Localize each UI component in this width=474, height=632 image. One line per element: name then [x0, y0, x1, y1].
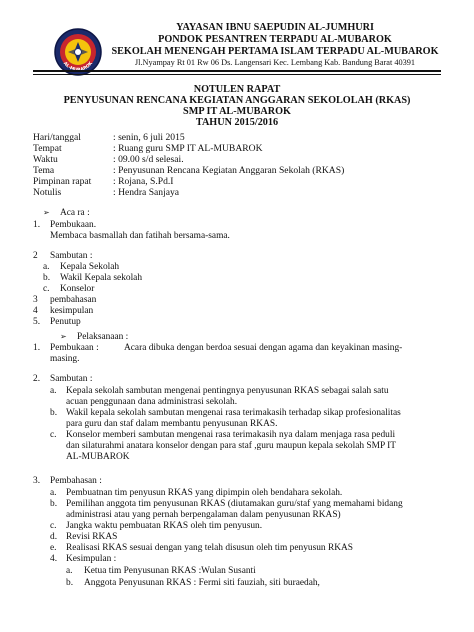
paragraph-line: Pembuatnan tim penyusun RKAS yang dipimpin oleh bendahara sekolah.	[66, 488, 343, 498]
list-number: d.	[50, 532, 58, 542]
list-item: Pembukaan.	[50, 220, 97, 230]
info-label: Notulis	[33, 187, 62, 198]
list-number: b.	[50, 499, 58, 509]
paragraph-line: Anggota Penyusunan RKAS : Fermi siti fauziah, siti buraedah,	[84, 578, 320, 588]
list-number: 2	[33, 251, 38, 261]
list-number: a.	[66, 566, 73, 576]
section-label: Sambutan :	[50, 374, 93, 384]
paragraph-line: Pemilihan anggota tim penyusunan RKAS (diutamakan guru/staf yang memahami bidang	[66, 499, 403, 509]
list-number: a.	[50, 386, 57, 396]
list-number: e.	[50, 543, 57, 553]
list-number: 4	[33, 306, 38, 316]
list-number: 1.	[33, 220, 41, 230]
list-number: a.	[50, 488, 57, 498]
list-number: c.	[50, 521, 57, 531]
svg-text:AL-MUBAROK: AL-MUBAROK	[61, 61, 95, 74]
list-item: Penutup	[50, 317, 81, 327]
paragraph-line: Revisi RKAS	[66, 532, 118, 542]
info-label: Hari/tanggal	[33, 132, 81, 143]
list-number: b.	[43, 273, 51, 283]
list-number: 4.	[50, 554, 58, 564]
title-line-2: PENYUSUNAN RENCANA KEGIATAN ANGGARAN SEKOLOLAH (RKAS)	[63, 95, 411, 106]
header-rule-thick	[33, 70, 441, 72]
arrow-bullet-icon: ➢	[43, 208, 50, 217]
info-value: : Penyusunan Rencana Kegiatan Anggaran Sekolah (RKAS)	[113, 165, 345, 176]
paragraph-line: Realisasi RKAS sesuai dengan yang telah disusun oleh tim penyusun RKAS	[66, 543, 353, 553]
list-number: 5.	[33, 317, 41, 327]
title-line-4: TAHUN 2015/2016	[195, 117, 279, 128]
list-number: 3.	[33, 476, 41, 486]
org-name-foundation: YAYASAN IBNU SAEPUDIN AL-JUMHURI	[176, 22, 374, 33]
paragraph-line: Konselor memberi sambutan mengenai rasa terimakasih nya dalam menjaga rasa peduli	[66, 430, 396, 440]
list-number: c.	[43, 284, 50, 294]
paragraph-line: masing.	[50, 354, 80, 364]
info-value: : 09.00 s/d selesai.	[113, 154, 184, 165]
info-label: Pimpinan rapat	[33, 176, 92, 187]
paragraph-line: Ketua tim Penyusunan RKAS :Wulan Susanti	[84, 566, 256, 576]
section-label: Pembukaan :	[50, 343, 99, 353]
school-address: Jl.Nyampay Rt 01 Rw 06 Ds. Langensari Kec. Lembang Kab. Bandung Barat 40391	[134, 58, 416, 67]
list-number: 3	[33, 295, 38, 305]
list-number: b.	[50, 408, 58, 418]
paragraph-line: para guru dan staf dalam membantu penyusunan RKAS.	[66, 419, 278, 429]
paragraph-line: acuan penggunaan dana administrasi sekolah.	[66, 397, 238, 407]
title-line-3: SMP IT AL-MUBAROK	[183, 106, 291, 117]
info-value: : Ruang guru SMP IT AL-MUBAROK	[113, 143, 263, 154]
list-number: b.	[66, 578, 74, 588]
paragraph-line: Acara dibuka dengan berdoa sesuai dengan agama dan keyakinan masing-	[124, 343, 403, 353]
paragraph-line: dan silaturahmi anatara konselor dengan para staf ,guru maupun kepala sekolah SMP IT	[66, 441, 397, 451]
section-label: Kesimpulan :	[66, 554, 117, 564]
header-rule-thin	[33, 74, 441, 75]
list-number: 2.	[33, 374, 41, 384]
list-item: Sambutan :	[50, 251, 93, 261]
list-item: Membaca basmallah dan fatihah bersama-sama.	[50, 231, 230, 241]
list-item: kesimpulan	[50, 306, 94, 316]
arrow-bullet-icon: ➢	[60, 332, 67, 341]
paragraph-line: Jangka waktu pembuatan RKAS oleh tim penyusun.	[66, 521, 263, 531]
info-label: Tempat	[33, 143, 62, 154]
title-line-1: NOTULEN RAPAT	[193, 84, 281, 95]
list-item: pembahasan	[50, 295, 97, 305]
list-number: c.	[50, 430, 57, 440]
list-item: Wakil Kepala sekolah	[60, 273, 143, 283]
list-number: 1.	[33, 343, 41, 353]
paragraph-line: Wakil kepala sekolah sambutan mengenai rasa terimakasih terhadap sikap profesionalitas	[66, 408, 401, 418]
info-value: : senin, 6 juli 2015	[113, 132, 185, 143]
org-name-pesantren: PONDOK PESANTREN TERPADU AL-MUBAROK	[158, 34, 392, 45]
section-label: Pembahasan :	[50, 476, 102, 486]
paragraph-line: AL-MUBAROK	[66, 452, 130, 462]
info-label: Tema	[33, 165, 55, 176]
list-item: Konselor	[60, 284, 95, 294]
paragraph-line: administrasi atau yang pernah berpengalaman dalam penyusunan RKAS)	[66, 510, 341, 520]
info-value: : Hendra Sanjaya	[113, 187, 180, 198]
list-number: a.	[43, 262, 50, 272]
org-name-school: SEKOLAH MENENGAH PERTAMA ISLAM TERPADU AL-MUBAROK	[111, 46, 439, 57]
info-value: : Rojana, S.Pd.I	[113, 176, 174, 187]
list-item: Kepala Sekolah	[60, 262, 120, 272]
acara-heading: Aca ra :	[60, 208, 90, 218]
paragraph-line: Kepala sekolah sambutan mengenai pentingnya penyusunan RKAS sebagai salah satu	[66, 386, 389, 396]
info-label: Waktu	[33, 154, 58, 165]
pelaksanaan-heading: Pelaksanaan :	[77, 332, 129, 342]
